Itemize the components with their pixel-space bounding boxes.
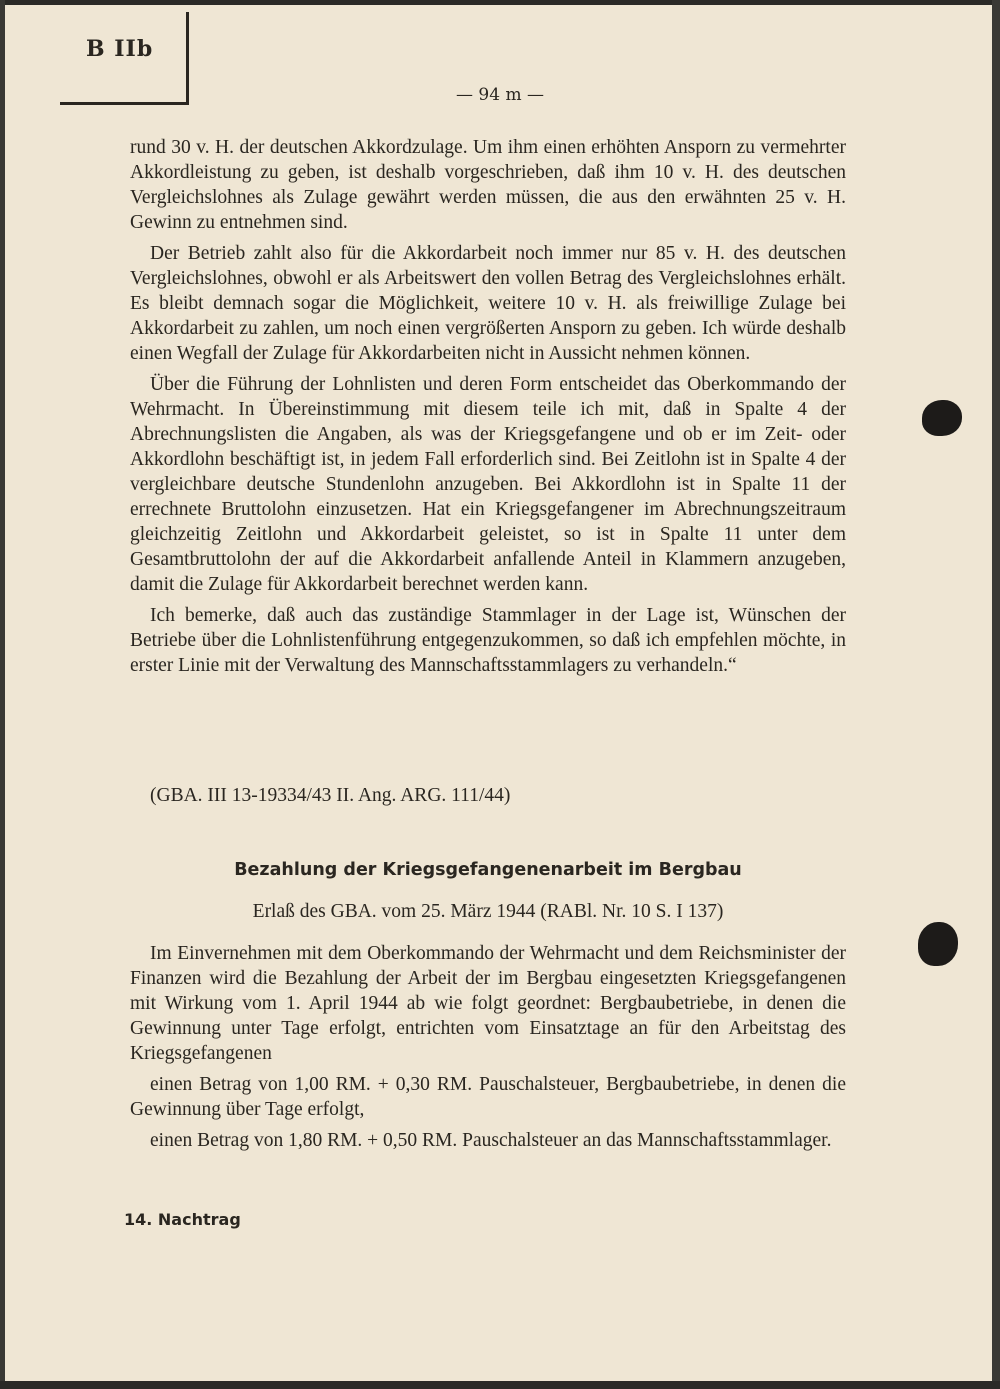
paragraph: Über die Führung der Lohnlisten und deren Form entscheidet das Oberkommando der Wehrmacht. In Übereinstimmung mit diesem teile ich mit, daß in Spalte 4 der Abrechnungslisten die Angaben, als was der Kriegsgefangene und ob er im Zeit- oder Akkordlohn beschäftigt ist, in jedem Fall erforderlich sind. Bei Zeitlohn ist in Spalte 4 der vergleichbare deutsche Stundenlohn anzugeben. Bei Akkordlohn ist in Spalte 11 der errechnete Bruttolohn einzusetzen. Hat ein Kriegsgefangener im Abrechnungszeitraum gleichzeitig Zeitlohn und Akkordarbeit geleistet, so ist in Spalte 11 unter dem Gesamtbruttolohn der auf die Akkordarbeit anfallende Anteil in Klammern anzugeben, damit die Zulage für Akkordarbeit berechnet werden kann. — [130, 374, 846, 595]
main-text — [130, 135, 846, 684]
scan-border-top — [0, 0, 1000, 5]
scan-border-left — [0, 0, 5, 1389]
paragraph: Im Einvernehmen mit dem Oberkommando der Wehrmacht und dem Reichsminister der Finanzen wird die Bezahlung der Arbeit der im Bergbau eingesetzten Kriegsgefangenen mit Wirkung vom 1. April 1944 ab wie folgt geordnet: Bergbaubetriebe, in denen die Gewinnung unter Tage erfolgt, entrichten vom Einsatztage an für den Arbeitstag des Kriegsgefangenen — [130, 943, 846, 1064]
section-label: B IIb — [86, 36, 154, 62]
scan-border-right — [992, 0, 1000, 1389]
paragraph: einen Betrag von 1,00 RM. + 0,30 RM. Pauschalsteuer, Bergbaubetriebe, in denen die Gewinnung über Tage erfolgt, — [130, 1074, 846, 1120]
supplement-note: 14. Nachtrag — [124, 1210, 241, 1229]
decree-text — [130, 941, 846, 1159]
punch-hole-icon — [918, 922, 958, 966]
page-number: — 94 m — — [456, 85, 544, 105]
punch-hole-icon — [922, 400, 962, 436]
paragraph: rund 30 v. H. der deutschen Akkordzulage. Um ihm einen erhöhten Ansporn zu vermehrter Akkordleistung zu geben, ist deshalb vorgeschrieben, daß ihm 10 v. H. des deutschen Vergleichslohnes als Zulage gewährt werden müssen, die aus den erwähnten 25 v. H. Gewinn zu entnehmen sind. — [130, 137, 846, 233]
decree-reference: Erlaß des GBA. vom 25. März 1944 (RABl. Nr. 10 S. I 137) — [252, 901, 724, 922]
paragraph: Der Betrieb zahlt also für die Akkordarbeit noch immer nur 85 v. H. des deutschen Vergleichslohnes, obwohl er als Arbeitswert den vollen Betrag des Vergleichslohnes erhält. Es bleibt demnach sogar die Möglichkeit, weitere 10 v. H. als freiwillige Zulage bei Akkordarbeit zu zahlen, um noch einen vergrößerten Ansporn zu geben. Ich würde deshalb einen Wegfall der Zulage für Akkordarbeiten nicht in Aussicht nehmen können. — [130, 243, 846, 364]
paragraph: einen Betrag von 1,80 RM. + 0,50 RM. Pauschalsteuer an das Mannschaftsstammlager. — [150, 1130, 832, 1151]
file-reference: (GBA. III 13-19334/43 II. Ang. ARG. 111/44) — [150, 785, 511, 806]
paragraph: Ich bemerke, daß auch das zuständige Stammlager in der Lage ist, Wünschen der Betriebe über die Lohnlistenführung entgegenzukommen, so daß ich empfehlen möchte, in erster Linie mit der Verwaltung des Mannschaftsstammlagers zu verhandeln.“ — [130, 605, 846, 676]
section-heading: Bezahlung der Kriegsgefangenenarbeit im Bergbau — [234, 860, 742, 880]
scan-border-bottom — [0, 1381, 1000, 1389]
